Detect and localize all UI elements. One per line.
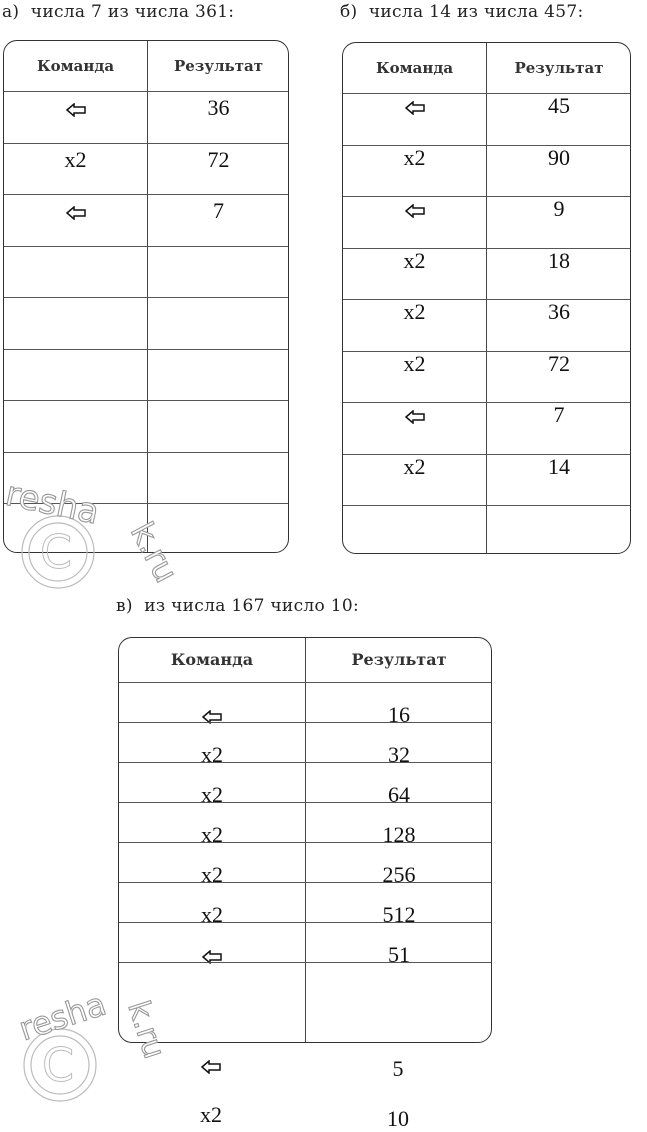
table-c	[118, 637, 492, 1043]
command-cell	[119, 702, 305, 728]
result-cell: 32	[388, 742, 410, 767]
row-divider	[119, 722, 491, 723]
arrow-left-icon	[66, 103, 86, 117]
arrow-left-icon	[66, 206, 86, 220]
svg-text:resha: resha	[14, 984, 111, 1049]
svg-text:k.ru: k.ru	[120, 996, 172, 1063]
header-result: Результат	[173, 57, 264, 75]
caption-a: а) числа 7 из числа 361:	[2, 2, 235, 22]
arrow-left-icon	[405, 410, 425, 424]
result-cell: 64	[388, 782, 410, 807]
overflow-command	[118, 1052, 304, 1078]
command-cell: x2	[201, 862, 223, 887]
svg-text:C: C	[42, 1038, 75, 1092]
result-cell: 36	[548, 299, 570, 324]
header-command: Команда	[36, 57, 115, 75]
command-cell: x2	[64, 146, 87, 172]
header-result: Результат	[351, 650, 447, 669]
row-divider	[119, 882, 491, 883]
result-cell: 128	[382, 822, 416, 847]
row-divider	[119, 842, 491, 843]
row-divider	[4, 297, 288, 298]
overflow-result: 10	[387, 1106, 409, 1131]
row-divider	[119, 682, 491, 683]
command-cell	[119, 942, 305, 968]
command-cell	[4, 95, 147, 121]
command-cell: x2	[201, 822, 223, 847]
row-divider	[119, 762, 491, 763]
table-a	[3, 40, 289, 553]
arrow-left-icon	[405, 204, 425, 218]
command-cell	[343, 402, 486, 428]
row-divider	[4, 452, 288, 453]
result-cell: 18	[548, 247, 570, 273]
command-cell: x2	[403, 247, 426, 273]
result-cell: 51	[388, 942, 410, 967]
row-divider	[4, 349, 288, 350]
command-cell: x2	[201, 782, 223, 807]
command-cell: x2	[201, 742, 223, 767]
arrow-left-icon	[405, 101, 425, 115]
caption-b: б) числа 14 из числа 457:	[340, 2, 584, 22]
header-result: Результат	[514, 59, 604, 77]
header-command: Команда	[375, 59, 454, 77]
row-divider	[119, 802, 491, 803]
result-cell: 72	[207, 146, 230, 172]
result-cell: 45	[548, 93, 570, 118]
row-divider	[4, 400, 288, 401]
svg-text:k.ru: k.ru	[122, 515, 186, 589]
result-cell: 14	[548, 453, 570, 479]
overflow-command: x2	[200, 1102, 222, 1127]
command-cell	[343, 196, 486, 222]
command-cell: x2	[403, 144, 426, 170]
svg-text:C: C	[40, 525, 73, 579]
command-cell	[4, 198, 147, 224]
row-divider	[4, 194, 288, 195]
command-cell: x2	[403, 299, 426, 324]
result-cell: 90	[548, 144, 570, 170]
command-cell: x2	[403, 453, 426, 479]
result-cell: 7	[213, 198, 224, 223]
caption-c: в) из числа 167 число 10:	[116, 596, 359, 616]
result-cell: 72	[548, 350, 570, 376]
row-divider	[119, 922, 491, 923]
command-cell: x2	[201, 902, 223, 927]
svg-text:resha: resha	[2, 473, 103, 533]
result-cell: 36	[207, 95, 230, 120]
overflow-result: 5	[392, 1056, 404, 1081]
row-divider	[4, 246, 288, 247]
command-cell: x2	[403, 350, 426, 376]
header-command: Команда	[170, 650, 254, 669]
result-cell: 7	[553, 402, 565, 427]
result-cell: 256	[382, 862, 416, 887]
row-divider	[4, 503, 288, 504]
result-cell: 16	[388, 702, 410, 727]
row-divider	[4, 143, 288, 144]
result-cell: 9	[553, 196, 565, 221]
row-divider	[119, 962, 491, 963]
row-divider	[343, 505, 630, 506]
table-b	[342, 42, 631, 554]
arrow-left-icon	[201, 1060, 221, 1074]
result-cell: 512	[382, 902, 416, 927]
command-cell	[343, 93, 486, 119]
row-divider	[4, 91, 288, 92]
